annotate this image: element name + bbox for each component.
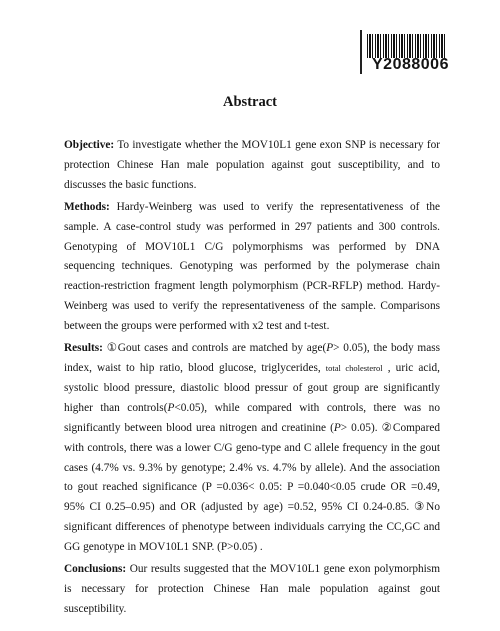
abstract-title: Abstract bbox=[223, 94, 277, 110]
results-label: Results: bbox=[64, 342, 103, 355]
results-text: > 0.05), the body mass index, waist to hip ratio, blood glucose, triglycerides, bbox=[64, 342, 440, 374]
objective-label: Objective: bbox=[64, 139, 115, 151]
results-small-text: total cholesterol bbox=[325, 362, 383, 373]
methods-paragraph bbox=[64, 198, 440, 337]
p-symbol: P bbox=[326, 342, 334, 355]
abstract-body bbox=[64, 136, 440, 622]
objective-text: To investigate whether the MOV10L1 gene exon SNP is necessary for protection Chinese Han male population against gout susceptibility, and to discusses the basic functions. bbox=[64, 139, 440, 191]
results-text: <0.05), while compared with controls, there was no significantly between blood urea nitrogen and creatinine ( bbox=[64, 401, 440, 434]
results-paragraph bbox=[64, 339, 440, 558]
conclusions-paragraph bbox=[64, 560, 440, 620]
results-text: > 0.05). ②Compared with controls, there was a lower C/G geno-type and C allele frequency in the gout cases (4.7% vs. 9.3% by genotype; 2.4% vs. 4.7% by allele). And the association to gout reached significance (P =0.036< 0.05: P =0.040<0.05 crude OR =0.49, 95% CI 0.25–0.95) and OR (adjusted by age) =0.52, 95% CI 0.24-0.85. ③No significant differences of phenotype between individuals carrying the CC,GC and GG genotype in MOV10L1 SNP. (P>0.05) . bbox=[64, 421, 440, 554]
p-symbol: P bbox=[167, 401, 175, 414]
barcode-image bbox=[367, 34, 447, 58]
results-text: ①Gout cases and controls are matched by age( bbox=[102, 342, 327, 355]
conclusions-label: Conclusions: bbox=[64, 563, 127, 576]
conclusions-text: Our results suggested that the MOV10L1 gene exon polymorphism is necessary for protection Chinese Han male population against gout susceptibility. bbox=[64, 563, 440, 615]
p-symbol: P bbox=[333, 421, 341, 434]
results-text: , uric acid, systolic blood pressure, diastolic blood pressur of gout group are significantly higher than controls( bbox=[64, 361, 440, 414]
scan-mark bbox=[360, 30, 362, 74]
objective-paragraph bbox=[64, 136, 440, 196]
methods-label: Methods: bbox=[64, 200, 110, 213]
methods-text: Hardy-Weinberg was used to verify the representativeness of the sample. A case-control study was performed in 297 patients and 300 controls. Genotyping of MOV10L1 C/G polymorphisms was performed by DNA sequencing techniques. Genotyping was performed by the polymerase chain reaction-restriction fragment length polymorphism (PCR-RFLP) method. Hardy-Weinberg was used to verify the representativeness of the sample. Comparisons between the groups were performed with x2 test and t-test. bbox=[64, 200, 440, 333]
document-id: Y2088006 bbox=[372, 56, 449, 73]
